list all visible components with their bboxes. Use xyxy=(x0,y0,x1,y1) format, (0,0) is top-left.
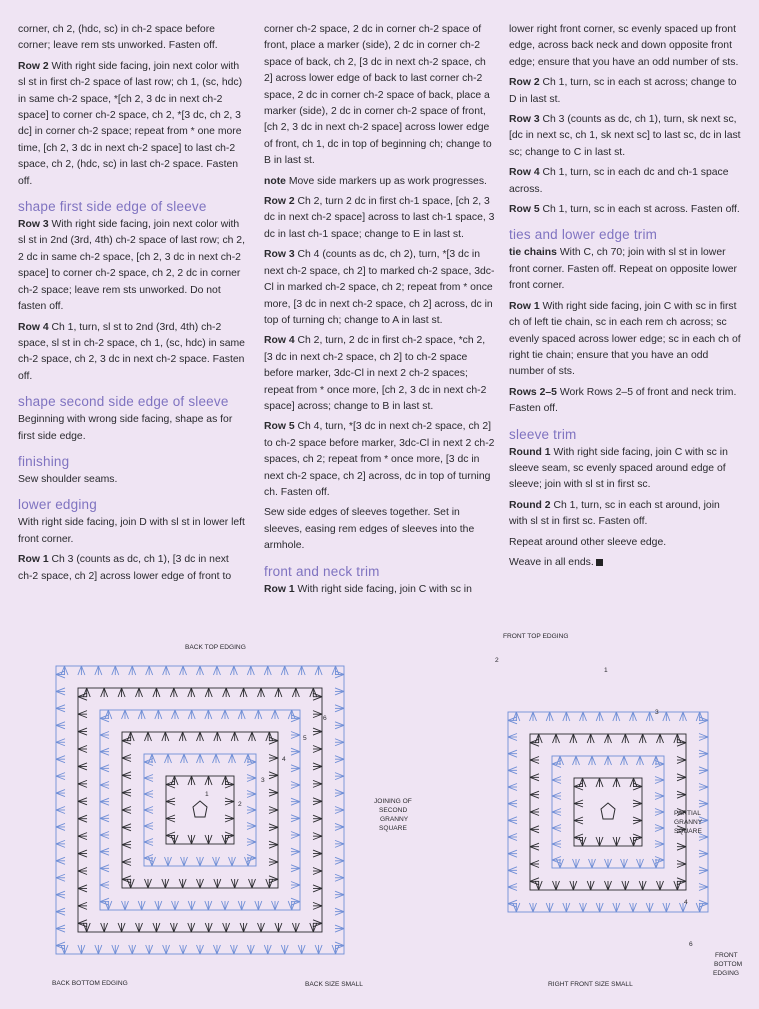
back-round-2: 2 xyxy=(238,801,242,808)
front-top-edging-label: FRONT TOP EDGING xyxy=(503,633,569,640)
instruction-text: With right side facing, join C with sc in first ch of left tie chain, sc in each rem ch across; sc evenly spaced across lower edge; sc in each ch of right tie chain; ensure that you have an odd number of sts. xyxy=(509,300,741,378)
instruction-text: Ch 2, turn 2 dc in first ch-1 space, [ch 2, 3 dc in next ch-2 space] across to last ch-1 space, 3 dc in last ch-1 space; change to E in last st. xyxy=(264,196,495,240)
row-label: Row 3 xyxy=(509,114,540,126)
joining-label-4: SQUARE xyxy=(379,825,407,832)
back-round-5: 5 xyxy=(303,735,307,742)
back-bottom-edging-label: BACK BOTTOM EDGING xyxy=(52,980,128,987)
back-round-4: 4 xyxy=(282,756,286,763)
instruction-text: Ch 3 (counts as dc, ch 1), turn, sk next sc, [dc in next sc, ch 1, sk next sc] to last sc, dc in last sc; change to C in last st. xyxy=(509,114,741,158)
instruction-text: Move side markers up as work progresses. xyxy=(285,175,487,187)
section-heading: ties and lower edge trim xyxy=(509,227,658,243)
section-heading: finishing xyxy=(18,453,70,469)
instruction-text: Ch 3 (counts as dc, ch 1), [3 dc in next ch-2 space, ch 2] across lower edge of front to xyxy=(18,554,232,582)
instruction-text: corner, ch 2, (hdc, sc) in ch-2 space before corner; leave rem sts unworked. Fasten off. xyxy=(18,24,218,52)
front-round-1: 1 xyxy=(604,667,608,674)
instruction-text: Ch 4 (counts as dc, ch 2), turn, *[3 dc in next ch-2 space, ch 2] to marked ch-2 space, 3dc-Cl in marked ch-2 space, ch 2; repeat from * once more, [3 dc in next ch-2 space, ch 2] across, dc in top of turning ch; change to A in last st. xyxy=(264,249,495,326)
joining-label-2: SECOND xyxy=(379,807,408,814)
row-label: Row 4 xyxy=(264,335,295,347)
instruction-paragraph xyxy=(18,59,246,190)
instruction-paragraph xyxy=(509,535,741,551)
partial-label-1: PARTIAL xyxy=(674,810,701,817)
row-label: Row 1 xyxy=(18,554,49,566)
instruction-paragraph xyxy=(509,22,741,71)
instruction-text: Ch 2, turn, 2 dc in first ch-2 space, *ch 2, [3 dc in next ch-2 space, ch 2] to ch-2 space before marker, 3dc-Cl in next 2 ch-2 spaces; repeat from * once more, [ch 2, 3 dc in next ch-2 space] across; change to B in last st. xyxy=(264,335,487,412)
instruction-paragraph xyxy=(264,333,496,415)
text-column-3 xyxy=(509,22,741,575)
instruction-paragraph xyxy=(264,505,496,554)
instruction-text: Sew side edges of sleeves together. Set in sleeves, easing rem edges of sleeves into the armhole. xyxy=(264,507,475,552)
row-label: tie chains xyxy=(509,247,557,259)
instruction-paragraph xyxy=(509,385,741,418)
text-column-2 xyxy=(264,22,496,602)
front-bottom-label-2: BOTTOM xyxy=(714,961,743,968)
instruction-paragraph xyxy=(18,22,246,55)
front-round-4: 4 xyxy=(684,899,688,906)
instruction-paragraph xyxy=(509,498,741,531)
row-label: note xyxy=(264,175,286,187)
instruction-text: Sew shoulder seams. xyxy=(18,473,118,485)
section-heading: shape second side edge of sleeve xyxy=(18,394,229,410)
back-size-label: BACK SIZE SMALL xyxy=(305,981,363,988)
instruction-paragraph xyxy=(509,555,741,571)
instruction-paragraph xyxy=(18,552,246,585)
instruction-text: Beginning with wrong side facing, shape as for first side edge. xyxy=(18,414,233,442)
partial-label-3: SQUARE xyxy=(674,828,702,835)
section-heading: front and neck trim xyxy=(264,563,380,579)
row-label: Rows 2–5 xyxy=(509,386,557,398)
instruction-text: Ch 1, turn, sc in each st across; change to D in last st. xyxy=(509,77,737,105)
end-mark xyxy=(596,559,603,566)
section-heading: sleeve trim xyxy=(509,426,577,442)
section-heading: shape first side edge of sleeve xyxy=(18,199,207,215)
row-label: Row 1 xyxy=(264,583,295,595)
text-column-1 xyxy=(18,22,246,589)
joining-label-3: GRANNY xyxy=(380,816,409,823)
instruction-text: Ch 4, turn, *[3 dc in next ch-2 space, ch 2] to ch-2 space before marker, 3dc-Cl in next 2 ch-2 spaces, ch 2; repeat from * once more, [3 dc in next ch-2 space, ch 2] across, dc in top of turning ch. Fasten off. xyxy=(264,421,495,498)
instruction-paragraph xyxy=(509,202,741,218)
partial-label-2: GRANNY xyxy=(674,819,703,826)
instruction-paragraph xyxy=(264,194,496,243)
row-label: Row 1 xyxy=(509,300,540,312)
instruction-paragraph xyxy=(264,174,496,190)
instruction-text: Ch 1, turn, sl st to 2nd (3rd, 4th) ch-2 space, sl st in ch-2 space, ch 1, (sc, hdc) in same ch-2 space, ch 2, 3 dc in next ch-2 space. Fasten off. xyxy=(18,321,245,382)
instruction-paragraph xyxy=(18,515,246,548)
instruction-paragraph xyxy=(18,320,246,386)
instruction-paragraph xyxy=(509,245,741,294)
instruction-text: With right side facing, join next color with sl st in first ch-2 space of last row; ch 1, (sc, hdc) in same ch-2 space, *[ch 2, 3 dc in next ch-2 space] to corner ch-2 space, ch 2, *[3 dc, ch 2, 3 dc] in corner ch-2 space; repeat from * one more time, [ch 2, 3 dc in next ch-2 space] to last ch-2 space, ch 2, (hdc, sc) in last ch-2 space. Fasten off. xyxy=(18,60,243,187)
front-round-3: 3 xyxy=(655,709,659,716)
instruction-text: Ch 1, turn, sc in each dc and ch-1 space across. xyxy=(509,167,729,195)
row-label: Row 4 xyxy=(509,167,540,179)
instruction-text: Ch 1, turn, sc in each st around, join with sl st in first sc. Fasten off. xyxy=(509,499,720,528)
joining-label-1: JOINING OF xyxy=(374,798,412,805)
row-label: Row 3 xyxy=(264,249,295,261)
instruction-paragraph xyxy=(264,22,496,170)
instruction-paragraph xyxy=(18,217,246,315)
instruction-text: corner ch-2 space, 2 dc in corner ch-2 space of front, place a marker (side), 2 dc in corner ch-2 space of back, ch 2, [3 dc in next ch-2 space, ch 2] across lower edge of back to last corner ch-2 space, 2 dc in corner ch-2 space of back, place a marker (side), 2 dc in corner ch-2 space of front, [ch 2, 3 dc in next ch-2 space] across lower edge of front, ch 1, dc in top of beginning ch; change to B in last st. xyxy=(264,24,492,167)
instruction-text: With right side facing, join D with sl st in lower left front corner. xyxy=(18,517,245,545)
instruction-text: Weave in all ends. xyxy=(509,556,594,568)
instruction-paragraph xyxy=(18,412,246,445)
instruction-text: lower right front corner, sc evenly spaced up front edge, across back neck and down opposite front edge; ensure that you have an odd number of sts. xyxy=(509,24,739,68)
back-top-edging-label: BACK TOP EDGING xyxy=(185,644,246,651)
instruction-paragraph xyxy=(264,247,496,329)
front-round-6: 6 xyxy=(689,941,693,948)
front-size-label: RIGHT FRONT SIZE SMALL xyxy=(548,981,633,988)
row-label: Row 5 xyxy=(264,421,295,433)
back-round-3: 3 xyxy=(261,777,265,784)
instruction-text: With right side facing, join next color with sl st in 2nd (3rd, 4th) ch-2 space of last row; ch 2, 2 dc in same ch-2 space, [ch 2, 3 dc in next ch-2 space] to corner ch-2 space, ch 2, 2 dc in corner ch-2 space; leave rem sts unworked. Do not fasten off. xyxy=(18,219,245,313)
crochet-diagram xyxy=(0,622,759,1009)
instruction-text: Repeat around other sleeve edge. xyxy=(509,536,667,548)
instruction-paragraph xyxy=(509,299,741,381)
instruction-text: Ch 1, turn, sc in each st across. Fasten off. xyxy=(539,204,740,216)
front-bottom-label-1: FRONT xyxy=(715,952,738,959)
instruction-text: With right side facing, join C with sc in xyxy=(294,583,472,595)
row-label: Row 2 xyxy=(264,196,295,208)
row-label: Round 2 xyxy=(509,499,551,511)
instruction-paragraph xyxy=(264,582,496,598)
instruction-text: Work Rows 2–5 of front and neck trim. Fasten off. xyxy=(509,386,737,415)
back-round-1: 1 xyxy=(205,791,209,798)
row-label: Row 2 xyxy=(18,60,49,72)
instruction-paragraph xyxy=(509,112,741,161)
front-bottom-label-3: EDGING xyxy=(713,970,740,977)
row-label: Row 3 xyxy=(18,219,49,231)
back-round-6: 6 xyxy=(323,715,327,722)
row-label: Row 2 xyxy=(509,77,540,89)
instruction-paragraph xyxy=(18,472,246,488)
instruction-text: With C, ch 70; join with sl st in lower front corner. Fasten off. Repeat on opposite lower front corner. xyxy=(509,247,737,292)
instruction-paragraph xyxy=(264,419,496,501)
front-round-2: 2 xyxy=(495,657,499,664)
row-label: Round 1 xyxy=(509,446,551,458)
row-label: Row 5 xyxy=(509,204,540,216)
row-label: Row 4 xyxy=(18,321,49,333)
instruction-paragraph xyxy=(509,445,741,494)
instruction-text: With right side facing, join C with sc in sleeve seam, sc evenly spaced around edge of sleeve; join with sl st in first sc. xyxy=(509,446,728,491)
section-heading: lower edging xyxy=(18,497,97,513)
instruction-paragraph xyxy=(509,75,741,108)
instruction-paragraph xyxy=(509,165,741,198)
back-granny-chart xyxy=(56,666,344,954)
